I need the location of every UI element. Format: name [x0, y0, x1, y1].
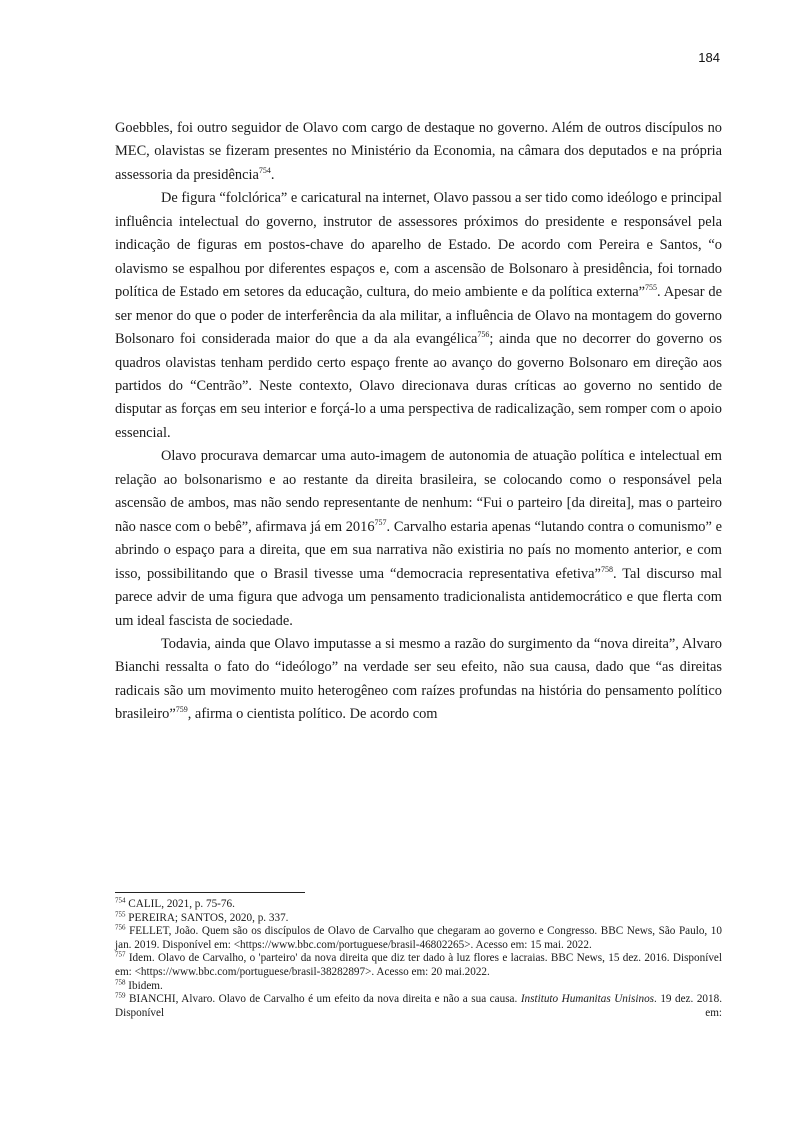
- paragraph-3: [115, 445, 722, 633]
- footnote-756: [115, 925, 722, 952]
- footnote-757: [115, 952, 722, 979]
- footnote-text: PEREIRA; SANTOS, 2020, p. 337.: [125, 911, 289, 924]
- footnote-number: 759: [115, 991, 126, 1000]
- footnote-755: [115, 909, 722, 926]
- footnote-759: [115, 993, 722, 1020]
- body-text: [115, 117, 722, 727]
- footnote-ref-755[interactable]: 755: [645, 283, 658, 293]
- footnote-number: 756: [115, 923, 126, 932]
- footnote-number: 755: [115, 909, 126, 918]
- paragraph-text: , afirma o cientista político. De acordo com: [187, 706, 438, 723]
- footnote-ref-757[interactable]: 757: [374, 517, 387, 527]
- footnote-text: Idem. Olavo de Carvalho, o 'parteiro' da nova direita que diz ter dado à luz flores e lacraias. BBC News, 15 dez. 2016. Disponível em: <https://www.bbc.com/portuguese/brasil-38282897>. Acesso em: 20 mai.2022.: [115, 952, 722, 978]
- paragraph-text: ; ainda que no decorrer do governo os quadros olavistas tenham perdido certo espaço frente ao avanço do governo Bolsonaro em direção aos partidos do “Centrão”. Neste contexto, Olavo direcionava duras críticas ao governo no sentido de disputar as forças em seu interior e forçá-lo a uma perspectiva de radicalização, sem romper com o apoio essencial.: [115, 331, 722, 441]
- paragraph-text: .: [270, 166, 275, 183]
- paragraph-text: . Apesar de ser menor do que o poder de interferência da ala militar, a influência de Olavo na montagem do governo Bolsonaro foi considerada maior do que a da ala evangélica: [115, 284, 722, 348]
- footnote-number: 757: [115, 950, 126, 959]
- paragraph-text: . Carvalho estaria apenas “lutando contra o comunismo” e abrindo o espaço para a direita, que em sua narrativa não existiria no país no momento anterior, e com isso, possibilitando que o Brasil tivesse uma “democracia representativa efetiva”: [115, 518, 722, 582]
- page-number: 184: [698, 50, 720, 65]
- footnote-ref-758[interactable]: 758: [600, 564, 613, 574]
- paragraph-1: [115, 117, 722, 187]
- footnote-754: [115, 898, 722, 912]
- footnotes: [115, 898, 722, 1020]
- paragraph-text: Goebbles, foi outro seguidor de Olavo com cargo de destaque no governo. Além de outros discípulos no MEC, olavistas se fizeram presentes no Ministério da Economia, na câmara dos deputados e na própria assessoria da presidência: [115, 120, 722, 183]
- footnote-number: 754: [115, 896, 126, 905]
- paragraph-text: Olavo procurava demarcar uma auto-imagem de autonomia de atuação política e intelectual em relação ao bolsonarismo e ao restante da direita brasileira, se colocando como o responsável pela ascensão de ambos, mas não sendo representante de nenhum: “Fui o parteiro [da direita], mas o parteiro não nasce com o bebê”, afirmava já em 2016: [115, 448, 722, 535]
- footnote-758: [115, 977, 722, 994]
- footnote-text: . 19 dez. 2018. Disponível em:: [115, 993, 722, 1019]
- footnote-text: Ibidem.: [125, 979, 163, 992]
- paragraph-text: Todavia, ainda que Olavo imputasse a si mesmo a razão do surgimento da “nova direita”, Alvaro Bianchi ressalta o fato do “ideólogo” na verdade ser seu efeito, não sua causa, dado que “as direitas radicais são um movimento muito heterogêneo com raízes profundas na história do pensamento político brasileiro”: [115, 635, 722, 723]
- paragraph-text: De figura “folclórica” e caricatural na internet, Olavo passou a ser tido como ideólogo e principal influência intelectual do governo, instrutor de assessores próximos do presidente e responsável pela indicação de figuras em postos-chave do aparelho de Estado. De acordo com Pereira e Santos, “o olavismo se espalhou por diferentes espaços e, com a ascensão de Bolsonaro à presidência, foi tornado política de Estado em setores da educação, cultura, do meio ambiente e da política externa”: [115, 190, 723, 301]
- footnote-ref-754[interactable]: 754: [258, 166, 271, 176]
- footnote-text: CALIL, 2021, p. 75-76.: [125, 898, 235, 910]
- footnote-ref-756[interactable]: 756: [477, 330, 490, 340]
- paragraph-text: . Tal discurso mal parece advir de uma figura que advoga um pensamento tradicionalista antidemocrático e que flerta com um ideal fascista de sociedade.: [115, 565, 722, 629]
- footnote-number: 758: [115, 977, 126, 986]
- paragraph-4: [115, 633, 722, 727]
- paragraph-2: [115, 187, 722, 445]
- footnote-separator: [115, 892, 305, 893]
- footnote-text: FELLET, João. Quem são os discípulos de Olavo de Carvalho que chegaram ao governo e Congresso. BBC News, São Paulo, 10 jan. 2019. Disponível em: <https://www.bbc.com/portuguese/brasil-46802265>. Acesso em: 15 mai. 2022.: [115, 925, 722, 951]
- footnote-text: BIANCHI, Alvaro. Olavo de Carvalho é um efeito da nova direita e não a sua causa.: [125, 993, 521, 1006]
- footnote-source-title: Instituto Humanitas Unisinos: [520, 993, 655, 1006]
- footnote-ref-759[interactable]: 759: [175, 705, 188, 715]
